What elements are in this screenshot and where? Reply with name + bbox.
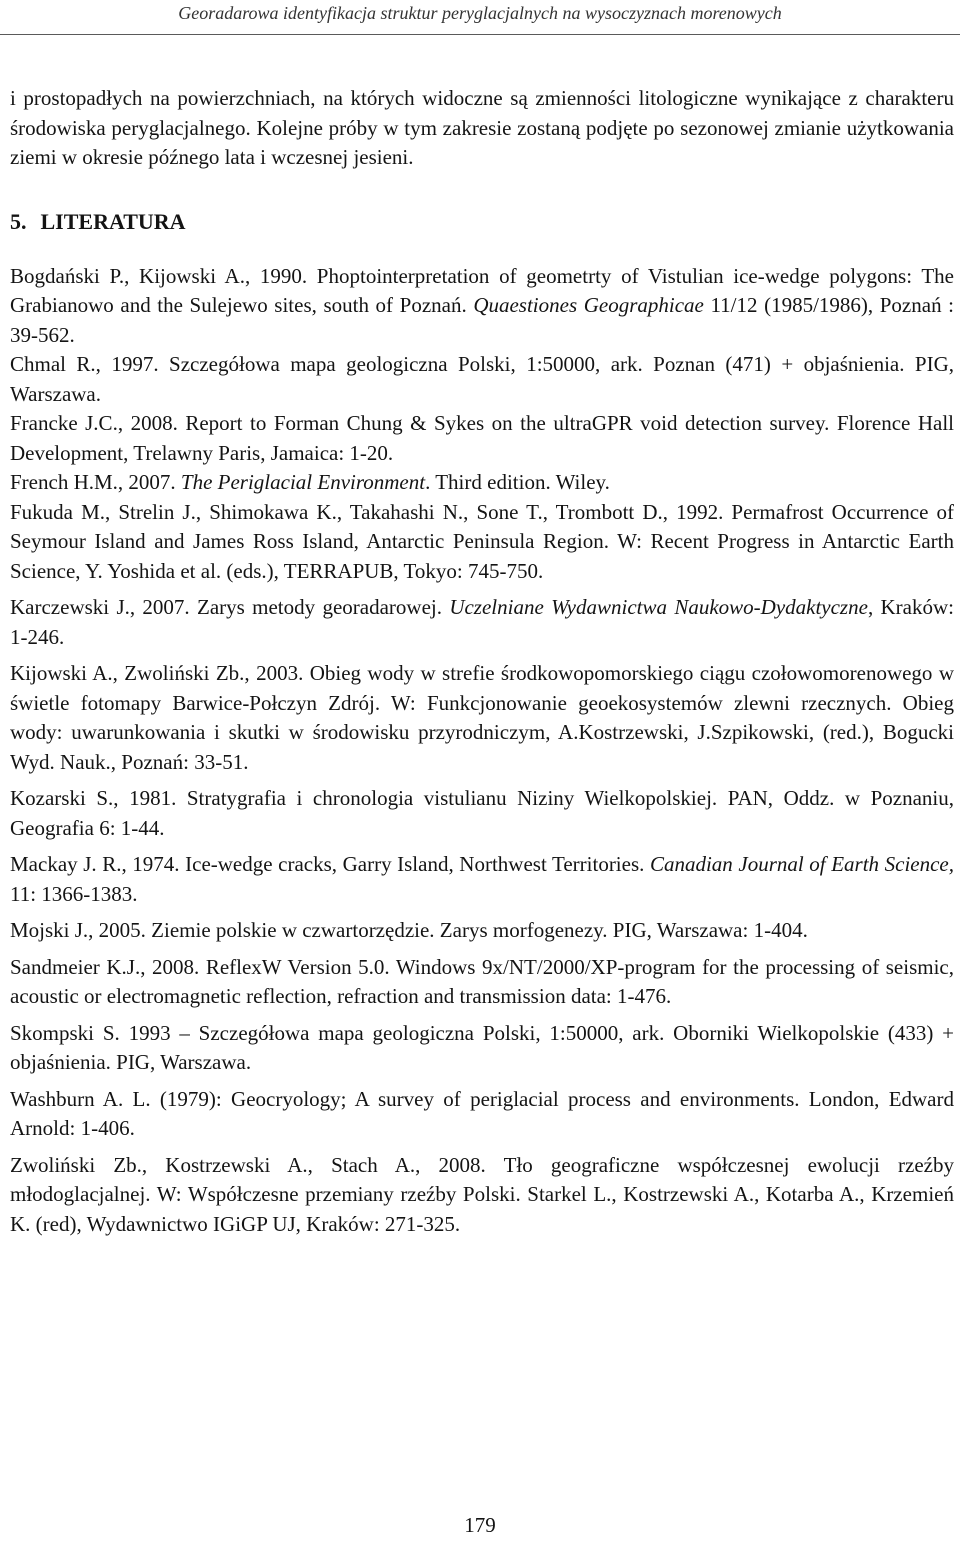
page-number: 179 — [464, 1513, 496, 1537]
reference-item: French H.M., 2007. The Periglacial Environment. Third edition. Wiley. — [10, 470, 610, 494]
reference-item: Karczewski J., 2007. Zarys metody georadarowej. Uczelniane Wydawnictwa Naukowo-Dydaktyczne, Kraków: 1-246. — [10, 595, 954, 649]
intro-paragraph: i prostopadłych na powierzchniach, na których widoczne są zmienności litologiczne wynikające z charakteru środowiska peryglacjalnego. Kolejne próby w tym zakresie zostaną podjęte po sezonowej zmianie użytkowania ziemi w okresie późnego lata i wczesnej jesieni. — [10, 86, 954, 169]
reference-item: Francke J.C., 2008. Report to Forman Chung & Sykes on the ultraGPR void detection survey. Florence Hall Development, Trelawny Paris, Jamaica: 1-20. — [10, 411, 954, 465]
reference-list — [10, 262, 954, 1240]
reference-item: Sandmeier K.J., 2008. ReflexW Version 5.0. Windows 9x/NT/2000/XP-program for the processing of seismic, acoustic or electromagnetic reflection, refraction and transmission data: 1-476. — [10, 954, 954, 1008]
reference-item: Kijowski A., Zwoliński Zb., 2003. Obieg wody w strefie środkowopomorskiego ciągu czołowomorenowego w świetle fotomapy Barwice-Połczyn Zdrój. W: Funkcjonowanie geoekosystemów zlewni rzecznych. Obieg wody: uwarunkowania i skutki w środowisku przyrodniczym, A.Kostrzewski, J.Szpikowski, (red.), Bogucki Wyd. Nauk., Poznań: 33-51. — [10, 661, 954, 774]
reference-item: Washburn A. L. (1979): Geocryology; A survey of periglacial process and environments. London, Edward Arnold: 1-406. — [10, 1086, 954, 1140]
reference-item: Bogdański P., Kijowski A., 1990. Phoptointerpretation of geometrty of Vistulian ice-wedge polygons: The Grabianowo and the Sulejewo sites, south of Poznań. Quaestiones Geographicae 11/12 (1985/1986), Poznań : 39-562. — [10, 263, 954, 347]
reference-item: Kozarski S., 1981. Stratygrafia i chronologia vistulianu Niziny Wielkopolskiej. PAN, Oddz. w Poznaniu, Geografia 6: 1-44. — [10, 786, 954, 840]
running-head: Georadarowa identyfikacja struktur peryglacjalnych na wysoczyznach morenowych — [0, 0, 960, 35]
reference-item: Chmal R., 1997. Szczegółowa mapa geologiczna Polski, 1:50000, ark. Poznan (471) + objaśnienia. PIG, Warszawa. — [10, 352, 954, 406]
page-body — [10, 84, 954, 1239]
reference-item: Zwoliński Zb., Kostrzewski A., Stach A., 2008. Tło geograficzne współczesnej ewolucji rzeźby młodoglacjalnej. W: Współczesne przemiany rzeźby Polski. Starkel L., Kostrzewski A., Kotarba A., Krzemień K. (red), Wydawnictwo IGiGP UJ, Kraków: 271-325. — [10, 1152, 954, 1236]
reference-item: Fukuda M., Strelin J., Shimokawa K., Takahashi N., Sone T., Trombott D., 1992. Permafrost Occurrence of Seymour Island and James Ross Island, Antarctic Peninsula Region. W: Recent Progress in Antarctic Earth Science, Y. Yoshida et al. (eds.), TERRAPUB, Tokyo: 745-750. — [10, 499, 954, 583]
section-number: 5. — [10, 208, 27, 234]
section-title: LITERATURA — [40, 208, 186, 234]
reference-item: Mojski J., 2005. Ziemie polskie w czwartorzędzie. Zarys morfogenezy. PIG, Warszawa: 1-404. — [10, 918, 808, 942]
section-heading — [10, 207, 954, 237]
reference-item: Skompski S. 1993 – Szczegółowa mapa geologiczna Polski, 1:50000, ark. Oborniki Wielkopolskie (433) + objaśnienia. PIG, Warszawa. — [10, 1020, 954, 1074]
reference-item: Mackay J. R., 1974. Ice-wedge cracks, Garry Island, Northwest Territories. Canadian Journal of Earth Science, 11: 1366-1383. — [10, 852, 954, 906]
